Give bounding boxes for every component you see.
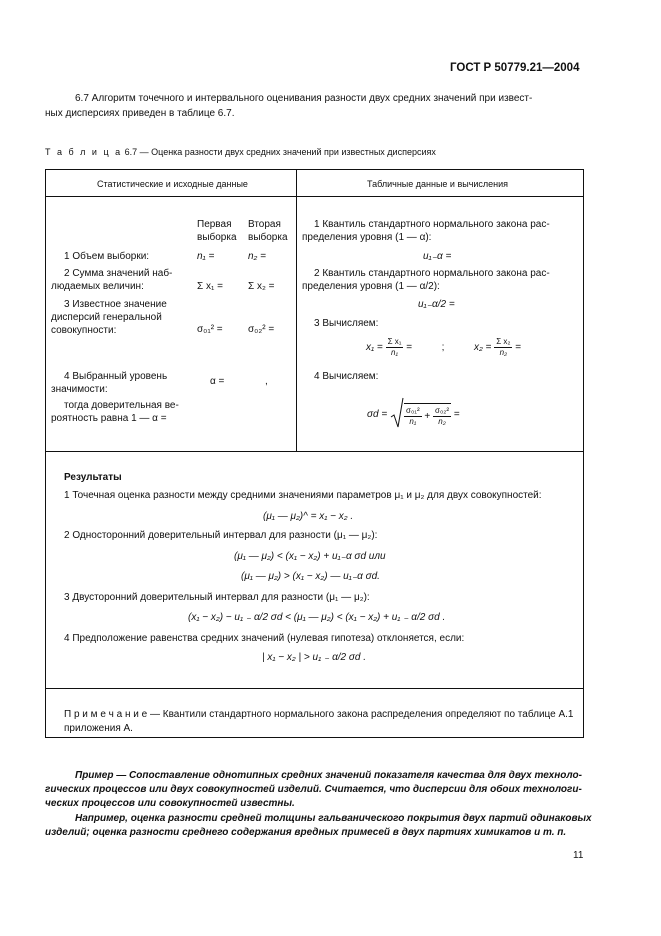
sigma-term-2-denominator: n₂ — [438, 416, 446, 426]
example-line-2: гических процессов или двух совокупностей изделий. Считается, что дисперсии для обоих технологи- — [45, 784, 582, 795]
row-significance-line-1: 4 Выбранный уровень — [64, 371, 168, 382]
document-code: ГОСТ Р 50779.21—2004 — [450, 62, 580, 74]
table-caption — [45, 147, 436, 157]
mean-separator: ; — [441, 342, 445, 354]
example-line-1: Пример — Сопоставление однотипных средних значений показателя качества для двух техноло- — [75, 770, 582, 781]
quantile-2-line-2: пределения уровня (1 — α/2): — [302, 281, 440, 292]
sigma-term-2 — [433, 406, 451, 427]
mean-x1-label: x₁ = — [366, 342, 383, 354]
mean-x2-fraction — [494, 337, 512, 358]
left-column-header: Статистические и исходные данные — [97, 179, 248, 189]
row-sum-line-2: людаемых величин: — [51, 281, 144, 292]
table-caption-text: 6.7 — Оценка разности двух средних значений при известных дисперсиях — [124, 147, 436, 157]
result-2-formula-b: (μ₁ — μ₂) > (x₁ − x₂) — u₁₋α σd. — [241, 571, 380, 582]
quantile-1-formula: u₁₋α = — [423, 251, 452, 262]
sigma-term-1 — [404, 406, 422, 427]
second-sample-label-2: выборка — [248, 232, 288, 243]
first-sample-label-2: выборка — [197, 232, 237, 243]
intro-line-2: ных дисперсиях приведен в таблице 6.7. — [45, 108, 235, 119]
result-2-formula-a: (μ₁ — μ₂) < (x₁ − x₂) + u₁₋α σd или — [234, 551, 386, 562]
sigma-plus: + — [424, 410, 431, 422]
results-title: Результаты — [64, 472, 122, 483]
row-variance-first: σ₀₁² = — [197, 324, 223, 335]
quantile-2-formula: u₁₋α/2 = — [418, 299, 455, 310]
row-sample-size-first: n₁ = — [197, 251, 215, 262]
confidence-line-2: роятность равна 1 — α = — [51, 413, 167, 424]
row-sum-first: Σ x₁ = — [197, 281, 223, 292]
note-line-2: приложения А. — [64, 723, 133, 734]
note-prefix: П р и м е ч а н и е — [64, 709, 148, 720]
second-sample-label-1: Вторая — [248, 219, 281, 230]
column-divider — [296, 169, 297, 451]
row-variance-line-2: дисперсий генеральной — [51, 312, 162, 323]
sigma-term-2-numerator: σ₀₂² — [435, 405, 450, 415]
mean-x1-denominator: n₁ — [391, 348, 398, 357]
mean-x2-numerator: Σ x₂ — [496, 337, 511, 346]
row-variance-line-3: совокупности: — [51, 325, 117, 336]
note-line-1 — [64, 709, 574, 720]
result-4-formula: | x₁ − x₂ | > u₁ ₋ α/2 σd . — [262, 652, 367, 663]
sigma-formula — [367, 397, 460, 432]
result-1-text: 1 Точечная оценка разности между средними значениями параметров μ₁ и μ₂ для двух совокупностей: — [64, 490, 542, 501]
row-significance-second: , — [265, 376, 268, 387]
sqrt-icon — [390, 397, 404, 432]
row-sum-line-1: 2 Сумма значений наб- — [64, 268, 173, 279]
mean-x1-equals: = — [406, 342, 413, 354]
mean-formulas — [366, 337, 521, 358]
result-3-formula: (x₁ − x₂) − u₁ ₋ α/2 σd < (μ₁ — μ₂) < (x₁ − x₂) + u₁ ₋ α/2 σd . — [188, 612, 446, 623]
confidence-line-1: тогда доверительная ве- — [64, 400, 179, 411]
sigma-term-1-numerator: σ₀₁² — [406, 405, 420, 415]
result-2-text: 2 Односторонний доверительный интервал для разности (μ₁ — μ₂): — [64, 530, 378, 541]
quantile-1-line-2: пределения уровня (1 — α): — [302, 232, 432, 243]
result-4-text: 4 Предположение равенства средних значений (нулевая гипотеза) отклоняется, если: — [64, 633, 465, 644]
mean-x1-fraction — [386, 337, 404, 358]
result-1-formula: (μ₁ — μ₂)^ = x₁ − x₂ . — [263, 511, 354, 522]
example-line-4: Например, оценка разности средней толщины гальванического покрытия двух партий одинаковых — [75, 813, 592, 824]
page-number: 11 — [573, 850, 584, 861]
mean-x2-denominator: n₂ — [499, 348, 508, 357]
first-sample-label-1: Первая — [197, 219, 232, 230]
header-divider — [45, 196, 584, 197]
sigma-equals: = — [453, 409, 460, 421]
row-variance-second: σ₀₂² = — [248, 324, 275, 335]
note-divider — [45, 688, 584, 689]
mean-x2-equals: = — [515, 342, 522, 354]
result-3-text: 3 Двусторонний доверительный интервал для разности (μ₁ — μ₂): — [64, 592, 370, 603]
intro-line-1: 6.7 Алгоритм точечного и интервального оценивания разности двух средних значений при извест- — [75, 93, 533, 104]
sqrt-content — [404, 403, 451, 427]
quantile-2-line-1: 2 Квантиль стандартного нормального закона рас- — [314, 268, 550, 279]
row-significance-line-2: значимости: — [51, 384, 108, 395]
mean-x1-numerator: Σ x₁ — [387, 337, 402, 346]
note-text: — Квантили стандартного нормального закона распределения определяют по таблице А.1 — [147, 709, 574, 720]
quantile-1-line-1: 1 Квантиль стандартного нормального закона рас- — [314, 219, 550, 230]
example-line-3: ческих процессов или совокупностей известны. — [45, 798, 295, 809]
row-significance-first: α = — [210, 376, 225, 387]
results-divider — [45, 451, 584, 452]
right-column-header: Табличные данные и вычисления — [367, 179, 509, 189]
row-sample-size: 1 Объем выборки: — [64, 251, 150, 262]
compute-means-title: 3 Вычисляем: — [314, 318, 379, 329]
sigma-term-1-denominator: n₁ — [409, 416, 417, 426]
example-line-5: изделий; оценка разности среднего содержания вредных примесей в двух партиях химикатов и т. п. — [45, 827, 567, 838]
row-variance-line-1: 3 Известное значение — [64, 299, 167, 310]
mean-x2-label: x₂ = — [473, 342, 492, 354]
row-sum-second: Σ x₂ = — [248, 281, 275, 292]
table-caption-prefix: Т а б л и ц а — [45, 147, 123, 157]
row-sample-size-second: n₂ = — [248, 251, 266, 262]
compute-sigma-title: 4 Вычисляем: — [314, 371, 379, 382]
sigma-label: σd = — [367, 409, 388, 421]
